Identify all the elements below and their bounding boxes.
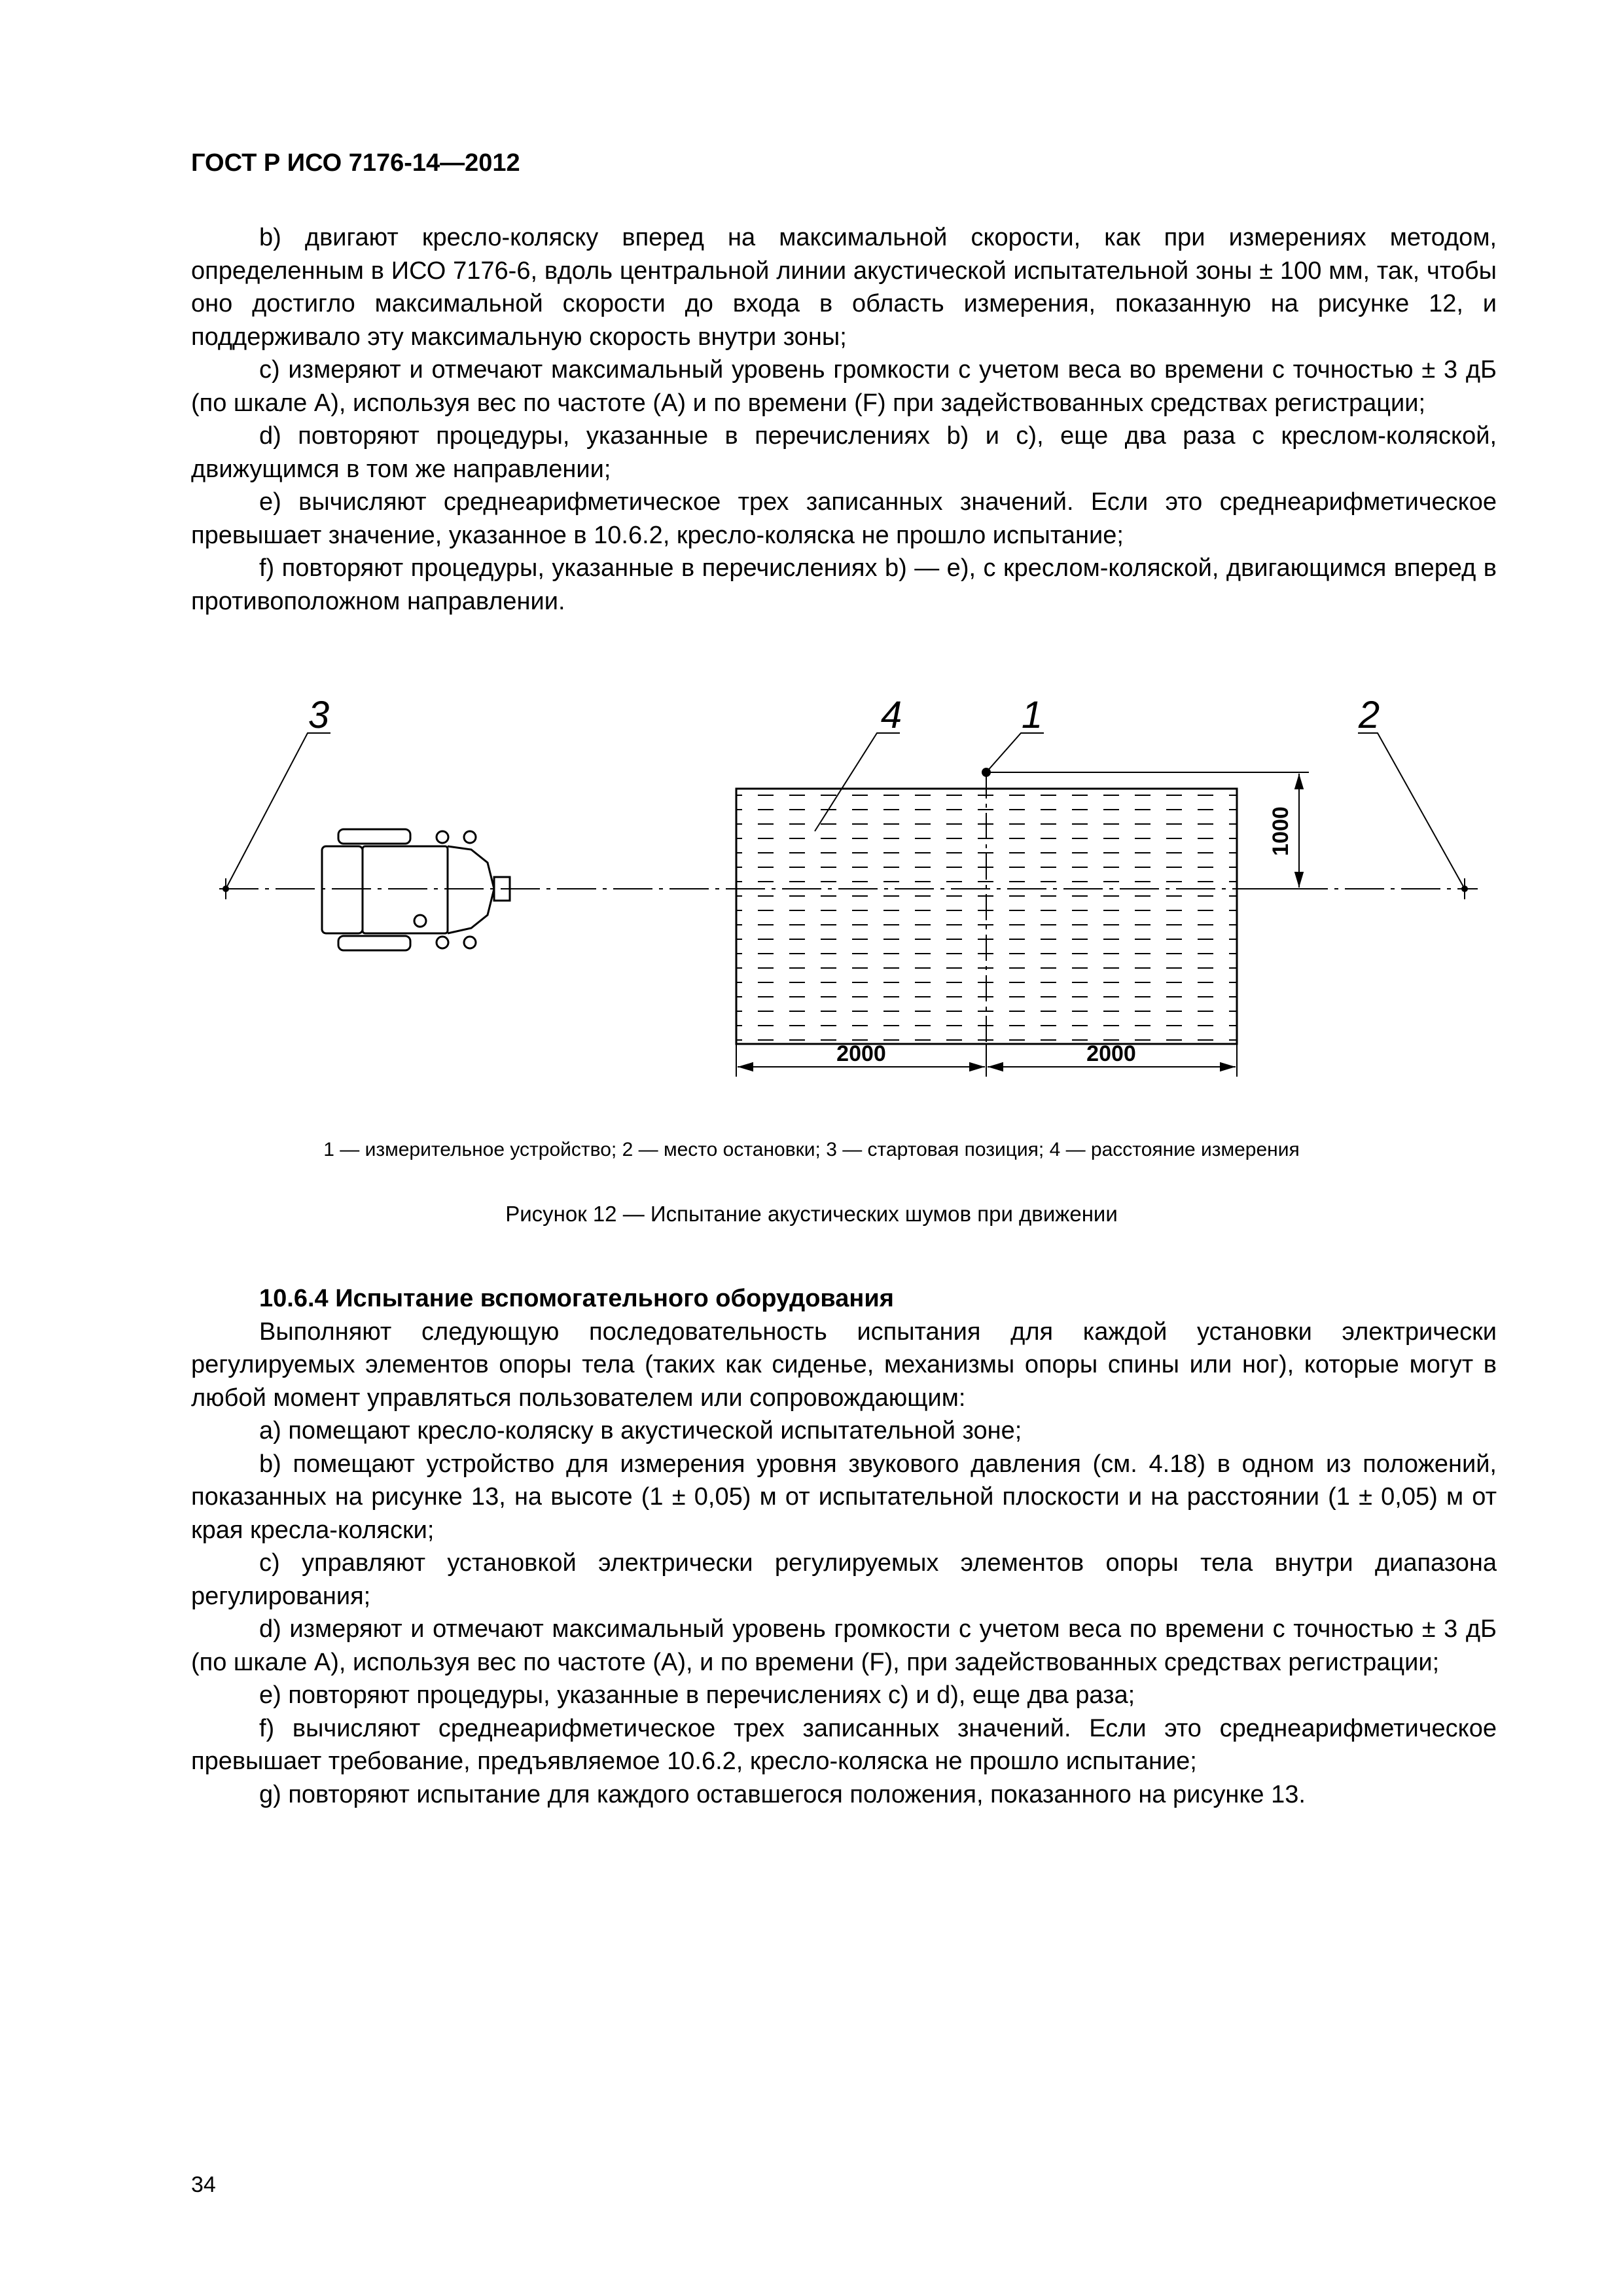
callout-1: 1 <box>1021 694 1043 736</box>
dimension-width-right: 2000 <box>1086 1041 1136 1066</box>
wheelchair-top-view <box>322 829 510 950</box>
aux-step-d: d) измеряют и отмечают максимальный уровень громкости с учетом веса по времени с точностью ± 3 дБ (по шкале А), используя вес по частоте (А), и по времени (F), при задействованных средствах регистрации; <box>191 1615 1497 1676</box>
step-f: f) повторяют процедуры, указанные в перечислениях b) — e), с креслом-коляской, двигающимся вперед в противоположном направлении. <box>191 554 1497 615</box>
callout-3: 3 <box>308 694 330 736</box>
step-d: d) повторяют процедуры, указанные в перечислениях b) и c), еще два раза с креслом-коляской, движущимся в том же направлении; <box>191 422 1497 483</box>
document-header: ГОСТ Р ИСО 7176-14—2012 <box>191 149 520 177</box>
dimension-width-left: 2000 <box>836 1041 886 1066</box>
measurement-zone <box>736 772 1237 1044</box>
step-c: c) измеряют и отмечают максимальный уровень громкости с учетом веса во времени с точностью ± 3 дБ (по шкале А), используя вес по частоте (А) и по времени (F) при задействованных средствах регистрации; <box>191 356 1497 417</box>
aux-step-e: e) повторяют процедуры, указанные в перечислениях c) и d), еще два раза; <box>259 1681 1135 1709</box>
aux-step-a: a) помещают кресло-коляску в акустической испытательной зоне; <box>259 1417 1022 1444</box>
section-heading: 10.6.4 Испытание вспомогательного оборудования <box>259 1285 894 1312</box>
aux-step-g: g) повторяют испытание для каждого оставшегося положения, показанного на рисунке 13. <box>259 1780 1306 1808</box>
figure-12-diagram <box>0 687 1623 1106</box>
dimension-height: 1000 <box>1268 806 1293 856</box>
section-intro: Выполняют следующую последовательность испытания для каждой установки электрически регулируемых элементов опоры тела (таких как сиденье, механизмы опоры спины или ног), которые могут в любой момент управляться пользователем или сопровождающим: <box>191 1318 1497 1412</box>
page-number: 34 <box>191 2172 216 2197</box>
aux-step-b: b) помещают устройство для измерения уровня звукового давления (см. 4.18) в одном из положений, показанных на рисунке 13, на высоте (1 ± 0,05) м от испытательной плоскости и на расстоянии (1 ± 0,05) м от края кресла-коляски; <box>191 1450 1497 1544</box>
step-e: e) вычисляют среднеарифметическое трех записанных значений. Если это среднеарифметическое превышает значение, указанное в 10.6.2, кресло-коляска не прошло испытание; <box>191 488 1497 549</box>
step-b: b) двигают кресло-коляску вперед на максимальной скорости, как при измерениях методом, определенным в ИСО 7176-6, вдоль центральной линии акустической испытательной зоны ± 100 мм, так, чтобы оно достигло максимальной скорости до входа в область измерения, показанную на рисунке 12, и поддерживало эту максимальную скорость внутри зоны; <box>191 224 1497 351</box>
aux-step-c: c) управляют установкой электрически регулируемых элементов опоры тела внутри диапазона регулирования; <box>191 1549 1497 1610</box>
figure-legend: 1 — измерительное устройство; 2 — место остановки; 3 — стартовая позиция; 4 — расстояние измерения <box>323 1139 1300 1160</box>
figure-caption: Рисунок 12 — Испытание акустических шумов при движении <box>505 1202 1118 1226</box>
auxiliary-equipment-section <box>191 1282 1497 1811</box>
procedure-steps-driving <box>191 221 1497 618</box>
callout-4: 4 <box>880 694 902 736</box>
callout-2: 2 <box>1358 694 1380 736</box>
aux-step-f: f) вычисляют среднеарифметическое трех записанных значений. Если это среднеарифметическое превышает требование, предъявляемое 10.6.2, кресло-коляска не прошло испытание; <box>191 1714 1497 1775</box>
